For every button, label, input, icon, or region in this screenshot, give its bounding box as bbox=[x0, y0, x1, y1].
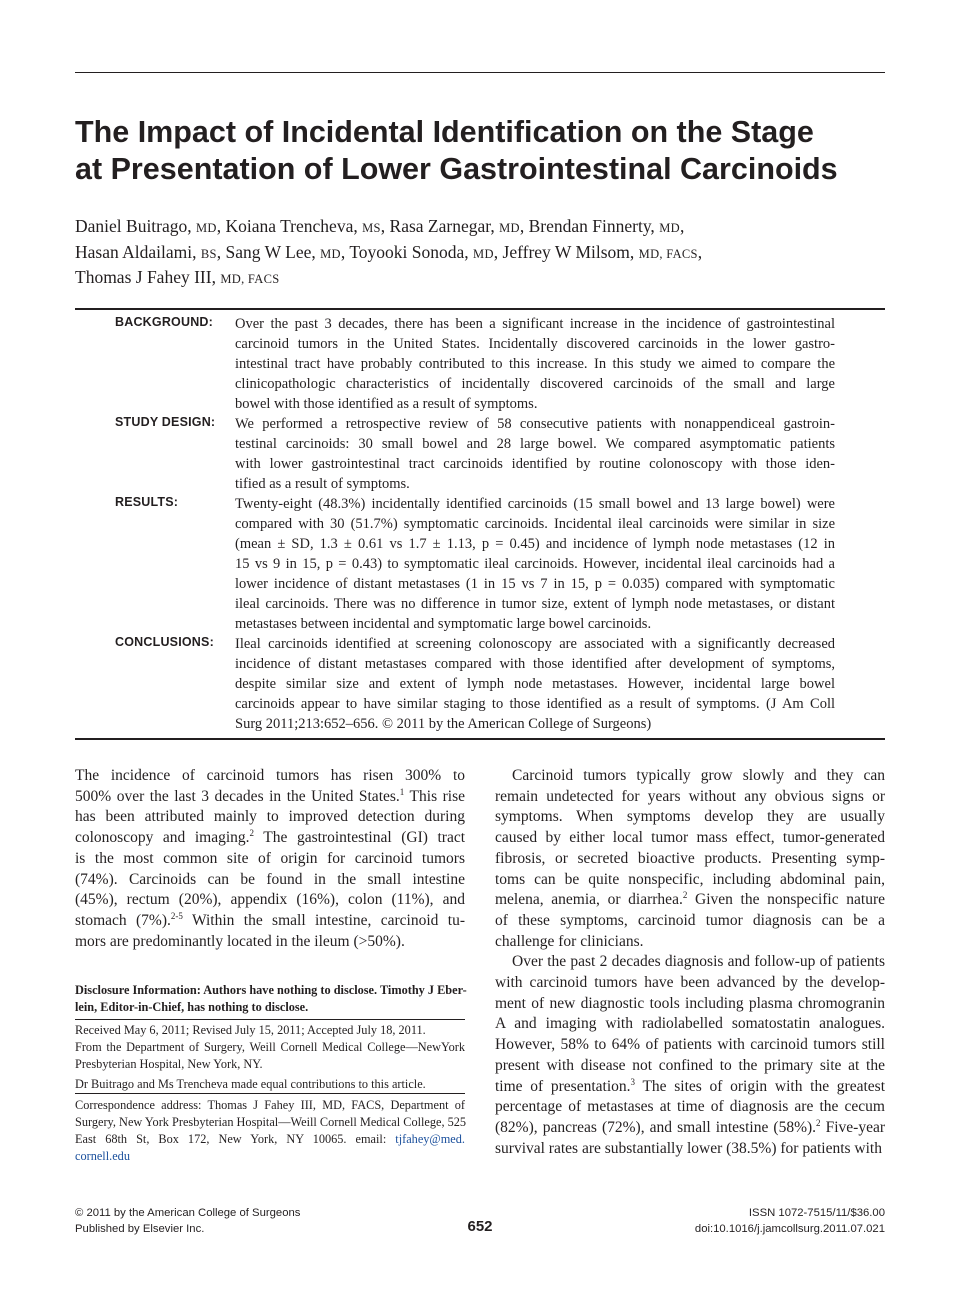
body-line bbox=[495, 911, 885, 932]
page-number: 652 bbox=[467, 1218, 493, 1235]
body-text: challenge for clinicians. bbox=[495, 932, 644, 950]
abstract-line: carcinoids appear to have similar staging to those identified as a result of symptoms. (J Am Coll bbox=[235, 696, 835, 712]
author bbox=[529, 216, 685, 236]
author-name: Toyooki Sonoda, bbox=[349, 241, 474, 262]
body-text: Over the past 2 decades diagnosis and follow-up of patients bbox=[512, 953, 885, 971]
author-degree: MD bbox=[499, 221, 520, 235]
abstract-line: testinal carcinoids: 30 small bowel and 28 large bowel. We compared asymptomatic patients bbox=[235, 436, 835, 452]
author-line bbox=[75, 241, 885, 267]
body-text: Within the small intestine, carcinoid tu- bbox=[182, 911, 465, 929]
abstract-text bbox=[235, 314, 835, 414]
body-line bbox=[495, 766, 885, 787]
paragraph bbox=[495, 952, 885, 1159]
correspondence-footnote bbox=[75, 1097, 465, 1165]
disclosure-footnote bbox=[75, 982, 465, 1016]
body-text: (82%), pancreas (72%), and small intestine (58%). bbox=[495, 1118, 817, 1136]
body-line bbox=[495, 787, 885, 808]
affiliation-line: Presbyterian Hospital, New York, NY. bbox=[75, 1057, 263, 1071]
copyright-line: © 2011 by the American College of Surgeons bbox=[75, 1207, 301, 1219]
body-line bbox=[495, 807, 885, 828]
body-text: Carcinoid tumors typically grow slowly and they can bbox=[512, 767, 885, 784]
citation: 3 bbox=[630, 1076, 636, 1087]
body-text: mors are predominantly located in the ileum (>50%). bbox=[75, 932, 405, 950]
abstract-label: STUDY DESIGN: bbox=[115, 415, 216, 429]
author-degree: MD bbox=[196, 221, 217, 235]
body-line bbox=[75, 766, 465, 787]
author-degree: MS bbox=[362, 221, 381, 235]
author bbox=[75, 216, 226, 236]
abstract-line: (mean ± SD, 1.3 ± 0.61 vs 1.7 ± 1.13, p = 0.45) and incidence of lymph node metastases (12 in bbox=[235, 536, 835, 552]
citation: 2 bbox=[249, 827, 255, 838]
author-degree: MD bbox=[659, 221, 680, 235]
body-text: (74%). Carcinoids can be found in the small intestine bbox=[75, 870, 465, 888]
abstract-label: BACKGROUND: bbox=[115, 315, 214, 329]
author-degree: MD, FACS bbox=[638, 246, 698, 261]
abstract-text bbox=[235, 494, 835, 634]
author-separator: , bbox=[340, 241, 350, 262]
author-separator: , bbox=[216, 241, 226, 262]
author-degree: MD bbox=[320, 246, 341, 261]
author-list bbox=[75, 215, 885, 292]
abstract-bottom-rule bbox=[75, 738, 885, 740]
abstract-line: tified as a result of symptoms. bbox=[235, 476, 410, 492]
author-degree: MD bbox=[473, 246, 494, 261]
correspondence-line: Correspondence address: Thomas J Fahey III, MD, FACS, Department of bbox=[75, 1098, 465, 1112]
body-text: symptoms. When symptoms develop they are usually bbox=[495, 808, 885, 826]
body-line bbox=[495, 1139, 885, 1160]
correspondence-address-text: East 68th St, Box 172, New York, NY 10065. email: bbox=[75, 1132, 396, 1146]
author-separator: , bbox=[697, 241, 703, 262]
author-degree: MD, FACS bbox=[220, 272, 280, 286]
citation: 2-5 bbox=[170, 910, 183, 921]
body-text: 500% over the last 3 decades in the United States. bbox=[75, 787, 400, 805]
body-line bbox=[75, 807, 465, 828]
body-text: Given the nonspecific nature bbox=[687, 891, 885, 909]
author bbox=[226, 216, 390, 236]
top-rule bbox=[75, 72, 885, 73]
body-text: caused by either local tumor mass effect, tumor-generated bbox=[495, 829, 885, 847]
body-column-left bbox=[75, 766, 465, 952]
body-line bbox=[75, 932, 465, 953]
body-text: Five-year bbox=[820, 1118, 885, 1136]
abstract-line: with lower gastrointestinal tract carcinoids identified by routine colonoscopy with those iden- bbox=[235, 456, 835, 472]
abstract-line: Twenty-eight (48.3%) incidentally identified carcinoids (15 small bowel and 13 large bowel) were bbox=[235, 496, 835, 512]
body-line bbox=[495, 1097, 885, 1118]
abstract-line: Ileal carcinoids identified at screening colonoscopy are associated with a significantly decreased bbox=[235, 636, 835, 652]
author-separator: , bbox=[380, 216, 390, 236]
body-text: remain undetected for years without any obvious signs or bbox=[495, 787, 885, 805]
abstract-line: 15 vs 9 in 15, p = 0.43) to symptomatic ileal carcinoids. However, incidental ileal carcinoids had a bbox=[235, 556, 835, 572]
author-degree: BS bbox=[200, 246, 217, 261]
body-text: is the most common site of origin for carcinoid tumors bbox=[75, 849, 465, 867]
author bbox=[390, 216, 529, 236]
body-column-right bbox=[495, 766, 885, 1159]
footer-copyright bbox=[75, 1205, 300, 1237]
body-line bbox=[495, 973, 885, 994]
author-separator: , bbox=[679, 216, 685, 236]
abstract-label: CONCLUSIONS: bbox=[115, 635, 214, 649]
body-text: ment of new diagnostic tools including plasma chromogranin bbox=[495, 994, 885, 1012]
abstract-line: Over the past 3 decades, there has been a significant increase in the incidence of gastrointestinal bbox=[235, 316, 835, 332]
title-line-2: at Presentation of Lower Gastrointestinal Carcinoids bbox=[75, 152, 838, 186]
footnote-separator bbox=[75, 1093, 465, 1094]
body-text: The gastrointestinal (GI) tract bbox=[254, 829, 466, 847]
abstract-line: despite similar size and extent of lymph node metastases. However, incidental large bowel bbox=[235, 676, 835, 692]
footnote-separator bbox=[75, 1019, 465, 1020]
body-line bbox=[75, 828, 465, 849]
body-text: percentage of metastases at time of diagnosis are the cecum bbox=[495, 1098, 885, 1116]
body-line bbox=[495, 1035, 885, 1056]
body-text: toms can be quite nonspecific, including abdominal pain, bbox=[495, 870, 885, 888]
issn-line: ISSN 1072-7515/11/$36.00 bbox=[748, 1207, 885, 1219]
author-name: Hasan Aldailami, bbox=[75, 241, 201, 262]
author bbox=[226, 242, 350, 262]
body-line bbox=[495, 828, 885, 849]
doi-line[interactable]: doi:10.1016/j.jamcollsurg.2011.07.021 bbox=[694, 1223, 885, 1235]
citation: 2 bbox=[682, 890, 688, 901]
body-text: colonoscopy and imaging. bbox=[75, 829, 250, 847]
email-link[interactable]: cornell.edu bbox=[75, 1149, 130, 1163]
body-line bbox=[495, 870, 885, 891]
body-line bbox=[495, 994, 885, 1015]
author bbox=[349, 242, 502, 262]
author-name: Sang W Lee, bbox=[225, 241, 321, 262]
body-text: The sites of origin with the greatest bbox=[635, 1077, 885, 1095]
abstract-line: clinicopathologic characteristics of incidentally discovered carcinoids of the small and large bbox=[235, 376, 835, 392]
body-line bbox=[75, 787, 465, 808]
body-line bbox=[75, 890, 465, 911]
received-footnote bbox=[75, 1022, 465, 1093]
body-text: of these symptoms, carcinoid tumor diagnosis can be a bbox=[495, 911, 885, 929]
abstract-line: incidence of distant metastases compared with those identified after development of symptoms, bbox=[235, 656, 835, 672]
body-line bbox=[75, 849, 465, 870]
body-text: present with disease not confined to the primary site at the bbox=[495, 1056, 885, 1074]
body-line bbox=[495, 1077, 885, 1098]
citation: 2 bbox=[816, 1117, 821, 1128]
author-line bbox=[75, 215, 885, 241]
title-line-1: The Impact of Incidental Identification on the Stage bbox=[75, 115, 814, 149]
body-line bbox=[495, 932, 885, 953]
body-line bbox=[495, 1014, 885, 1035]
body-text: This rise bbox=[404, 787, 466, 805]
body-text: The incidence of carcinoid tumors has risen 300% to bbox=[75, 767, 465, 784]
abstract-line: We performed a retrospective review of 58 consecutive patients with nonappendiceal gastroin- bbox=[235, 416, 835, 432]
body-line bbox=[495, 1056, 885, 1077]
abstract-line: bowel with those identified as a result of symptoms. bbox=[235, 396, 538, 412]
body-text: stomach (7%). bbox=[75, 911, 171, 929]
abstract-line: compared with 30 (51.7%) symptomatic carcinoids. Incidental ileal carcinoids were similar in size bbox=[235, 516, 835, 532]
body-line bbox=[75, 911, 465, 932]
body-text: has been attributed mainly to improved detection during bbox=[75, 808, 465, 826]
author-separator: , bbox=[493, 241, 503, 262]
disclosure-line: lein, Editor-in-Chief, has nothing to disclose. bbox=[75, 1000, 309, 1014]
footer-identifiers bbox=[695, 1205, 885, 1237]
publisher-line: Published by Elsevier Inc. bbox=[75, 1223, 205, 1235]
disclosure-line: Disclosure Information: Authors have nothing to disclose. Timothy J Eber- bbox=[75, 983, 467, 997]
abstract-label: RESULTS: bbox=[115, 495, 179, 509]
citation: 1 bbox=[399, 786, 405, 797]
abstract-line: carcinoid tumors in the United States. Incidentally discovered carcinoids in the lower gastro- bbox=[235, 336, 835, 352]
body-text: survival rates are substantially lower (38.5%) for patients with bbox=[495, 1139, 882, 1157]
abstract-line: lower incidence of distant metastases (1 in 15 vs 7 in 15, p = 0.035) compared with symptomatic bbox=[235, 576, 835, 592]
correspondence-line: Surgery, New York Presbyterian Hospital—Weill Cornell Medical College, 525 bbox=[75, 1115, 467, 1129]
abstract-line: metastases between incidental and symptomatic large bowel carcinoids. bbox=[235, 616, 652, 632]
author bbox=[75, 267, 279, 287]
body-line bbox=[75, 870, 465, 891]
body-line bbox=[495, 849, 885, 870]
abstract-line: intestinal tract have probably contributed to this increase. In this study we aimed to compare the bbox=[235, 356, 835, 372]
abstract-text bbox=[235, 414, 835, 494]
body-line bbox=[495, 952, 885, 973]
author-name: Koiana Trencheva, bbox=[225, 216, 363, 236]
author-name: Jeffrey W Milsom, bbox=[502, 241, 639, 262]
author-name: Thomas J Fahey III, bbox=[75, 267, 221, 287]
affiliation-line: From the Department of Surgery, Weill Cornell Medical College—NewYork bbox=[75, 1040, 465, 1054]
author-name: Daniel Buitrago, bbox=[75, 216, 197, 236]
body-text: melena, anemia, or diarrhea. bbox=[495, 891, 683, 909]
body-text: with carcinoid tumors have been advanced by the develop- bbox=[495, 974, 885, 992]
received-line: Received May 6, 2011; Revised July 15, 2011; Accepted July 18, 2011. bbox=[75, 1023, 426, 1037]
body-text: A and imaging with radiolabelled somatostatin analogues. bbox=[495, 1015, 885, 1033]
email-link[interactable]: tjfahey@med. bbox=[395, 1132, 465, 1146]
abstract-top-rule bbox=[75, 308, 885, 310]
body-line bbox=[495, 890, 885, 911]
abstract-text bbox=[235, 634, 835, 734]
author-separator: , bbox=[519, 216, 529, 236]
author bbox=[75, 242, 226, 262]
body-line bbox=[495, 1118, 885, 1139]
body-text: time of presentation. bbox=[495, 1077, 631, 1095]
paragraph bbox=[495, 766, 885, 952]
body-text: (45%), rectum (20%), appendix (16%), colon (11%), and bbox=[75, 891, 465, 909]
author-name: Rasa Zarnegar, bbox=[389, 216, 500, 236]
author-separator: , bbox=[216, 216, 226, 236]
abstract-line: Surg 2011;213:652–656. © 2011 by the American College of Surgeons) bbox=[235, 716, 652, 732]
author-line bbox=[75, 266, 885, 292]
body-text: However, 58% to 64% of patients with carcinoid tumors still bbox=[495, 1036, 885, 1054]
article-title bbox=[75, 114, 885, 188]
author bbox=[503, 242, 703, 262]
body-text: fibrosis, or secreted bioactive products. Presenting symp- bbox=[495, 849, 885, 867]
abstract-line: ileal carcinoids. There was no difference in tumor size, extent of lymph node metastases, or distant bbox=[235, 596, 835, 612]
contribution-note: Dr Buitrago and Ms Trencheva made equal contributions to this article. bbox=[75, 1077, 426, 1091]
correspondence-line bbox=[75, 1131, 465, 1148]
author-name: Brendan Finnerty, bbox=[528, 216, 660, 236]
